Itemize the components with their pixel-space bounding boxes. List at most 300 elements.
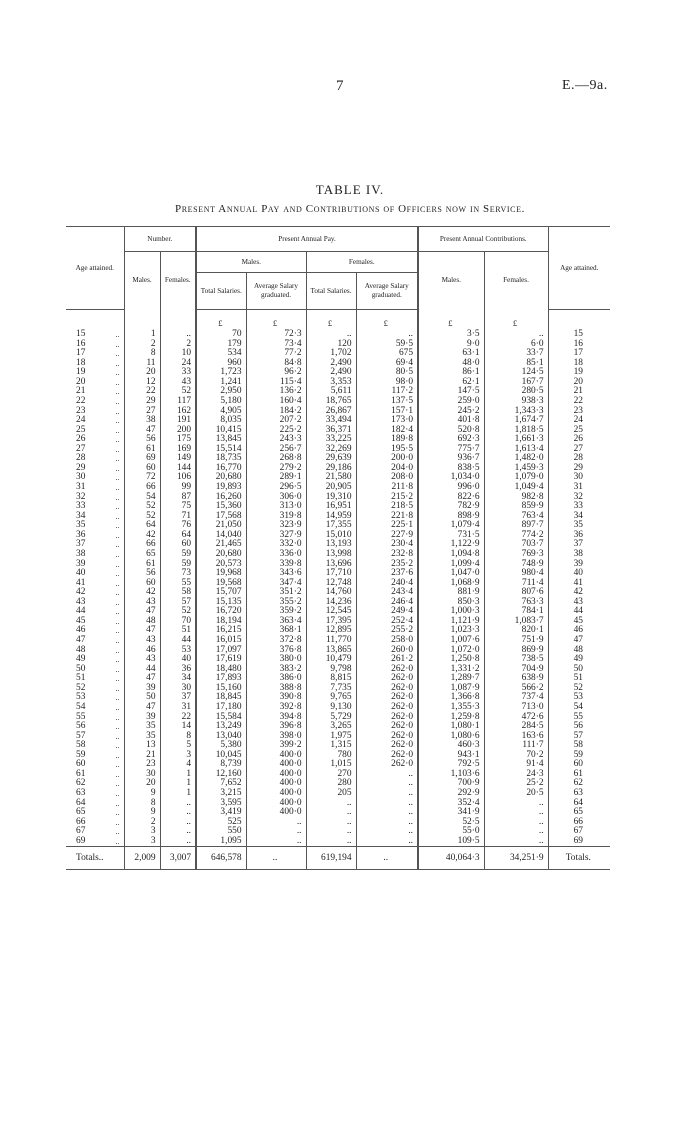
- cell-age-right: 69: [548, 837, 610, 847]
- cell-age-right: 42: [548, 588, 610, 598]
- cell-age: 49 ..: [76, 654, 120, 665]
- cell-number-males: 56: [124, 569, 160, 579]
- leader-dots: ..: [115, 607, 120, 617]
- cell-male-total-salaries: 10,415: [196, 426, 246, 436]
- cell-age: 47 ..: [76, 635, 120, 645]
- cell-age: 19 ..: [76, 367, 120, 378]
- cell-number-females: 36: [160, 665, 196, 675]
- cell-male-avg-salary: 72·3: [246, 330, 306, 340]
- cell-age-right: 53: [548, 693, 610, 703]
- header-number: Number.: [124, 227, 196, 252]
- totals-contrib-males: 40,064·3: [418, 847, 484, 870]
- cell-male-avg-salary: 243·3: [246, 435, 306, 445]
- leader-dots: ..: [115, 387, 120, 397]
- cell-contrib-males: 1,289·7: [418, 674, 484, 684]
- cell-age-right: 37: [548, 540, 610, 550]
- cell-contrib-males: 1,355·3: [418, 703, 484, 713]
- leader-dots: ..: [115, 444, 120, 454]
- cell-contrib-females: 784·1: [484, 607, 548, 617]
- cell-age: 34 ..: [76, 510, 120, 521]
- cell-contrib-males: 63·1: [418, 349, 484, 359]
- leader-dots: ..: [115, 454, 120, 464]
- cell-contrib-females: 566·2: [484, 684, 548, 694]
- cell-age-right: 19: [548, 368, 610, 378]
- cell-female-total-salaries: 20,905: [306, 483, 356, 493]
- cell-age-right: 43: [548, 598, 610, 608]
- leader-dots: ..: [115, 549, 120, 559]
- cell-female-total-salaries: 1,975: [306, 732, 356, 742]
- cell-number-females: 58: [160, 588, 196, 598]
- cell-age: 43 ..: [76, 596, 120, 607]
- cell-female-total-salaries: 1,015: [306, 760, 356, 770]
- totals-male-salaries: 646,578: [196, 847, 246, 870]
- cell-age-right: 44: [548, 607, 610, 617]
- leader-dots: ..: [115, 655, 120, 665]
- cell-age-right: 31: [548, 483, 610, 493]
- cell-female-total-salaries: ..: [306, 799, 356, 809]
- cell-number-males: 69: [124, 454, 160, 464]
- cell-age-right: 45: [548, 617, 610, 627]
- cell-age: 41 ..: [76, 577, 120, 588]
- cell-age: 18 ..: [76, 357, 120, 368]
- table-title: TABLE IV.: [315, 182, 385, 197]
- cell-age-right: 51: [548, 674, 610, 684]
- cell-number-females: 24: [160, 359, 196, 369]
- cell-number-males: 60: [124, 464, 160, 474]
- cell-female-total-salaries: 16,951: [306, 502, 356, 512]
- cell-number-males: 61: [124, 445, 160, 455]
- cell-male-total-salaries: 18,845: [196, 693, 246, 703]
- cell-contrib-males: 52·5: [418, 818, 484, 828]
- cell-contrib-males: 86·1: [418, 368, 484, 378]
- cell-number-males: 20: [124, 779, 160, 789]
- cell-number-females: 57: [160, 598, 196, 608]
- leader-dots: ..: [115, 511, 120, 521]
- cell-female-avg-salary: 215·2: [356, 493, 418, 503]
- cell-contrib-females: 711·4: [484, 579, 548, 589]
- cell-female-avg-salary: 262·0: [356, 713, 418, 723]
- cell-male-total-salaries: 21,050: [196, 521, 246, 531]
- cell-number-males: 50: [124, 693, 160, 703]
- cell-male-avg-salary: 306·0: [246, 493, 306, 503]
- cell-male-total-salaries: 179: [196, 340, 246, 350]
- leader-dots: ..: [115, 368, 120, 378]
- cell-contrib-females: ..: [484, 837, 548, 847]
- cell-age: 52 ..: [76, 682, 120, 693]
- cell-male-total-salaries: 14,040: [196, 531, 246, 541]
- cell-age: 44 ..: [76, 606, 120, 617]
- leader-dots: ..: [115, 330, 120, 339]
- header-female-total-salaries: Total Salaries.: [306, 273, 356, 310]
- cell-number-males: 65: [124, 550, 160, 560]
- leader-dots: ..: [115, 425, 120, 435]
- cell-male-total-salaries: 20,680: [196, 473, 246, 483]
- cell-contrib-females: 763·4: [484, 512, 548, 522]
- cell-female-total-salaries: 7,735: [306, 684, 356, 694]
- cell-number-males: 12: [124, 378, 160, 388]
- cell-number-males: 8: [124, 349, 160, 359]
- cell-male-total-salaries: 1,095: [196, 837, 246, 847]
- cell-male-avg-salary: 184·2: [246, 407, 306, 417]
- cell-age-right: 62: [548, 779, 610, 789]
- cell-number-females: 53: [160, 646, 196, 656]
- cell-female-total-salaries: 9,130: [306, 703, 356, 713]
- cell-age-right: 52: [548, 684, 610, 694]
- cell-number-females: ..: [160, 330, 196, 340]
- cell-contrib-females: 124·5: [484, 368, 548, 378]
- cell-age-right: 29: [548, 464, 610, 474]
- leader-dots: ..: [115, 578, 120, 588]
- cell-male-avg-salary: 332·0: [246, 540, 306, 550]
- cell-male-avg-salary: 319·8: [246, 512, 306, 522]
- cell-number-females: 175: [160, 435, 196, 445]
- header-male-total-salaries: Total Salaries.: [196, 273, 246, 310]
- cell-contrib-females: 859·9: [484, 502, 548, 512]
- cell-contrib-females: ..: [484, 818, 548, 828]
- cell-female-avg-salary: ..: [356, 770, 418, 780]
- cell-number-females: 71: [160, 512, 196, 522]
- cell-male-total-salaries: 15,135: [196, 598, 246, 608]
- header-pay-females: Females.: [306, 252, 418, 273]
- cell-male-total-salaries: 10,045: [196, 751, 246, 761]
- leader-dots: ..: [115, 521, 120, 531]
- cell-male-total-salaries: 17,180: [196, 703, 246, 713]
- cell-number-females: 1: [160, 789, 196, 799]
- cell-contrib-females: 1,818·5: [484, 426, 548, 436]
- cell-female-avg-salary: 255·2: [356, 626, 418, 636]
- cell-age: 16 ..: [76, 338, 120, 349]
- cell-age-right: 65: [548, 808, 610, 818]
- cell-number-females: 162: [160, 407, 196, 417]
- cell-number-females: 106: [160, 473, 196, 483]
- leader-dots: ..: [115, 569, 120, 579]
- cell-number-females: 52: [160, 607, 196, 617]
- cell-female-total-salaries: 2,490: [306, 359, 356, 369]
- cell-male-total-salaries: 20,573: [196, 560, 246, 570]
- cell-age-right: 22: [548, 397, 610, 407]
- cell-contrib-males: 792·5: [418, 760, 484, 770]
- cell-female-avg-salary: 249·4: [356, 607, 418, 617]
- cell-number-males: 9: [124, 808, 160, 818]
- cell-female-total-salaries: 14,236: [306, 598, 356, 608]
- table-row: [66, 837, 610, 847]
- cell-male-total-salaries: 8,035: [196, 416, 246, 426]
- cell-female-avg-salary: ..: [356, 789, 418, 799]
- cell-age: 36 ..: [76, 529, 120, 540]
- cell-contrib-females: 1,482·0: [484, 454, 548, 464]
- cell-female-total-salaries: 12,895: [306, 626, 356, 636]
- cell-age-right: 18: [548, 359, 610, 369]
- cell-male-avg-salary: 77·2: [246, 349, 306, 359]
- cell-female-avg-salary: 261·2: [356, 655, 418, 665]
- cell-male-total-salaries: 15,514: [196, 445, 246, 455]
- cell-female-avg-salary: 98·0: [356, 378, 418, 388]
- totals-female-salaries: 619,194: [306, 847, 356, 870]
- cell-contrib-males: 700·9: [418, 779, 484, 789]
- cell-male-avg-salary: 207·2: [246, 416, 306, 426]
- table-subtitle: Present Annual Pay and Contributions of Officers now in Service.: [175, 203, 525, 215]
- cell-number-males: 43: [124, 636, 160, 646]
- cell-contrib-males: 460·3: [418, 741, 484, 751]
- cell-male-avg-salary: 383·2: [246, 665, 306, 675]
- cell-age-right: 57: [548, 732, 610, 742]
- cell-age: 66 ..: [76, 816, 120, 827]
- cell-female-avg-salary: 262·0: [356, 693, 418, 703]
- cell-contrib-females: 751·9: [484, 636, 548, 646]
- cell-male-avg-salary: ..: [246, 818, 306, 828]
- currency-symbol: £: [356, 310, 418, 331]
- cell-female-total-salaries: 9,765: [306, 693, 356, 703]
- currency-symbol: £: [484, 310, 548, 331]
- cell-male-avg-salary: 84·8: [246, 359, 306, 369]
- cell-number-males: 39: [124, 684, 160, 694]
- leader-dots: ..: [115, 588, 120, 598]
- cell-female-avg-salary: 262·0: [356, 741, 418, 751]
- leader-dots: ..: [115, 731, 120, 741]
- cell-male-total-salaries: 5,380: [196, 741, 246, 751]
- cell-number-males: 47: [124, 703, 160, 713]
- cell-age: 35 ..: [76, 520, 120, 531]
- currency-symbol: £: [196, 310, 246, 331]
- leader-dots: ..: [115, 636, 120, 645]
- cell-number-males: 66: [124, 483, 160, 493]
- cell-contrib-males: 1,023·3: [418, 626, 484, 636]
- cell-number-males: 1: [124, 330, 160, 340]
- cell-age: 23 ..: [76, 405, 120, 416]
- leader-dots: ..: [115, 530, 120, 540]
- cell-number-females: 117: [160, 397, 196, 407]
- cell-female-total-salaries: 13,998: [306, 550, 356, 560]
- cell-age: 27 ..: [76, 443, 120, 454]
- cell-age-right: 33: [548, 502, 610, 512]
- cell-number-males: 30: [124, 770, 160, 780]
- cell-contrib-males: 1,099·4: [418, 560, 484, 570]
- cell-age: 40 ..: [76, 568, 120, 579]
- cell-number-males: 11: [124, 359, 160, 369]
- cell-male-total-salaries: 7,652: [196, 779, 246, 789]
- currency-row: [66, 310, 610, 331]
- cell-age-right: 24: [548, 416, 610, 426]
- currency-symbol: £: [246, 310, 306, 331]
- cell-age-right: 17: [548, 349, 610, 359]
- leader-dots: ..: [115, 645, 120, 655]
- cell-number-females: 14: [160, 722, 196, 732]
- cell-female-avg-salary: ..: [356, 827, 418, 837]
- cell-male-total-salaries: 70: [196, 330, 246, 340]
- cell-contrib-males: 1,121·9: [418, 617, 484, 627]
- cell-number-females: 51: [160, 626, 196, 636]
- cell-contrib-males: 692·3: [418, 435, 484, 445]
- cell-contrib-males: 48·0: [418, 359, 484, 369]
- leader-dots: ..: [115, 712, 120, 722]
- cell-male-avg-salary: 256·7: [246, 445, 306, 455]
- cell-age: 46 ..: [76, 625, 120, 636]
- cell-age-right: 15: [548, 330, 610, 340]
- cell-male-total-salaries: 17,619: [196, 655, 246, 665]
- cell-contrib-females: 25·2: [484, 779, 548, 789]
- cell-number-females: 5: [160, 741, 196, 751]
- cell-female-avg-salary: 204·0: [356, 464, 418, 474]
- cell-contrib-females: ..: [484, 799, 548, 809]
- cell-age: 39 ..: [76, 558, 120, 569]
- cell-number-females: ..: [160, 799, 196, 809]
- cell-age: 53 ..: [76, 692, 120, 703]
- cell-female-avg-salary: 240·4: [356, 579, 418, 589]
- cell-female-total-salaries: 280: [306, 779, 356, 789]
- leader-dots: ..: [115, 664, 120, 674]
- cell-female-avg-salary: 232·8: [356, 550, 418, 560]
- cell-contrib-females: 774·2: [484, 531, 548, 541]
- cell-age: 24 ..: [76, 415, 120, 426]
- cell-male-avg-salary: 363·4: [246, 617, 306, 627]
- cell-female-total-salaries: 14,760: [306, 588, 356, 598]
- cell-contrib-females: 1,083·7: [484, 617, 548, 627]
- cell-female-total-salaries: 9,798: [306, 665, 356, 675]
- cell-female-total-salaries: ..: [306, 837, 356, 847]
- cell-contrib-males: 1,080·1: [418, 722, 484, 732]
- cell-female-total-salaries: 33,225: [306, 435, 356, 445]
- cell-male-avg-salary: 400·0: [246, 789, 306, 799]
- cell-contrib-females: 111·7: [484, 741, 548, 751]
- cell-age-right: 47: [548, 636, 610, 646]
- cell-male-avg-salary: 347·4: [246, 579, 306, 589]
- cell-male-avg-salary: ..: [246, 837, 306, 847]
- cell-male-total-salaries: 18,735: [196, 454, 246, 464]
- leader-dots: ..: [115, 349, 120, 359]
- cell-contrib-females: 737·4: [484, 693, 548, 703]
- cell-age-right: 46: [548, 626, 610, 636]
- cell-age: 61 ..: [76, 768, 120, 779]
- header-present-annual-contributions: Present Annual Contributions.: [418, 227, 548, 252]
- totals-label: Totals..: [66, 847, 124, 870]
- cell-age-right: 66: [548, 818, 610, 828]
- cell-contrib-males: 731·5: [418, 531, 484, 541]
- cell-male-total-salaries: 19,893: [196, 483, 246, 493]
- cell-female-avg-salary: 227·9: [356, 531, 418, 541]
- cell-contrib-females: 763·3: [484, 598, 548, 608]
- leader-dots: ..: [115, 827, 120, 837]
- cell-male-total-salaries: 550: [196, 827, 246, 837]
- cell-female-total-salaries: 3,265: [306, 722, 356, 732]
- cell-age-right: 26: [548, 435, 610, 445]
- cell-age: 62 ..: [76, 778, 120, 789]
- cell-number-males: 47: [124, 607, 160, 617]
- cell-number-females: 144: [160, 464, 196, 474]
- cell-male-avg-salary: 398·0: [246, 732, 306, 742]
- cell-male-total-salaries: 8,739: [196, 760, 246, 770]
- totals-row: [66, 847, 610, 870]
- cell-female-total-salaries: 780: [306, 751, 356, 761]
- cell-male-total-salaries: 15,360: [196, 502, 246, 512]
- cell-age: 17 ..: [76, 348, 120, 359]
- cell-female-avg-salary: ..: [356, 808, 418, 818]
- cell-number-females: 1: [160, 770, 196, 780]
- cell-age: 59 ..: [76, 749, 120, 760]
- cell-number-females: ..: [160, 827, 196, 837]
- cell-contrib-females: 738·5: [484, 655, 548, 665]
- cell-age: 55 ..: [76, 711, 120, 722]
- cell-number-females: 70: [160, 617, 196, 627]
- cell-age: 54 ..: [76, 701, 120, 712]
- totals-males: 2,009: [124, 847, 160, 870]
- cell-number-males: 60: [124, 579, 160, 589]
- cell-female-total-salaries: 33,494: [306, 416, 356, 426]
- cell-female-avg-salary: 243·4: [356, 588, 418, 598]
- cell-age: 51 ..: [76, 673, 120, 684]
- cell-female-avg-salary: 235·2: [356, 560, 418, 570]
- leader-dots: ..: [115, 463, 120, 473]
- cell-male-total-salaries: 3,595: [196, 799, 246, 809]
- cell-contrib-males: 943·1: [418, 751, 484, 761]
- cell-number-females: 2: [160, 340, 196, 350]
- cell-age: 48 ..: [76, 644, 120, 655]
- cell-number-males: 66: [124, 540, 160, 550]
- cell-age: 28 ..: [76, 453, 120, 464]
- cell-male-total-salaries: 15,707: [196, 588, 246, 598]
- cell-contrib-females: 284·5: [484, 722, 548, 732]
- cell-age: 63 ..: [76, 788, 120, 798]
- cell-male-avg-salary: 368·1: [246, 626, 306, 636]
- cell-age: 26 ..: [76, 434, 120, 445]
- leader-dots: ..: [115, 339, 120, 349]
- cell-age-right: 38: [548, 550, 610, 560]
- leader-dots: ..: [115, 817, 120, 827]
- cell-male-total-salaries: 4,905: [196, 407, 246, 417]
- cell-contrib-males: 109·5: [418, 837, 484, 847]
- cell-contrib-females: 1,613·4: [484, 445, 548, 455]
- cell-female-avg-salary: 262·0: [356, 703, 418, 713]
- cell-female-total-salaries: 29,639: [306, 454, 356, 464]
- cell-number-males: 22: [124, 387, 160, 397]
- cell-age: 15 ..: [76, 329, 120, 339]
- cell-male-avg-salary: 388·8: [246, 684, 306, 694]
- cell-female-total-salaries: 8,815: [306, 674, 356, 684]
- cell-female-total-salaries: 10,479: [306, 655, 356, 665]
- cell-female-total-salaries: 5,729: [306, 713, 356, 723]
- cell-number-females: 169: [160, 445, 196, 455]
- cell-male-total-salaries: 15,584: [196, 713, 246, 723]
- cell-contrib-males: 352·4: [418, 799, 484, 809]
- cell-age-right: 16: [548, 340, 610, 350]
- totals-right-label: Totals.: [548, 847, 610, 870]
- cell-contrib-males: 1,331·2: [418, 665, 484, 675]
- cell-number-males: 42: [124, 588, 160, 598]
- cell-male-total-salaries: 13,249: [196, 722, 246, 732]
- cell-number-females: 30: [160, 684, 196, 694]
- cell-male-total-salaries: 19,968: [196, 569, 246, 579]
- cell-female-total-salaries: ..: [306, 818, 356, 828]
- cell-male-avg-salary: 160·4: [246, 397, 306, 407]
- cell-male-total-salaries: 960: [196, 359, 246, 369]
- cell-contrib-males: 822·6: [418, 493, 484, 503]
- cell-number-females: 52: [160, 387, 196, 397]
- cell-male-avg-salary: 327·9: [246, 531, 306, 541]
- cell-number-females: 40: [160, 655, 196, 665]
- cell-number-males: 61: [124, 560, 160, 570]
- cell-age-right: 30: [548, 473, 610, 483]
- cell-male-total-salaries: 16,770: [196, 464, 246, 474]
- cell-male-avg-salary: 296·5: [246, 483, 306, 493]
- cell-number-females: 8: [160, 732, 196, 742]
- header-present-annual-pay: Present Annual Pay.: [196, 227, 418, 252]
- cell-number-females: 87: [160, 493, 196, 503]
- cell-contrib-males: 1,080·6: [418, 732, 484, 742]
- cell-age-right: 58: [548, 741, 610, 751]
- cell-age-right: 25: [548, 426, 610, 436]
- cell-contrib-males: 1,087·9: [418, 684, 484, 694]
- cell-number-males: 27: [124, 407, 160, 417]
- cell-female-total-salaries: 17,710: [306, 569, 356, 579]
